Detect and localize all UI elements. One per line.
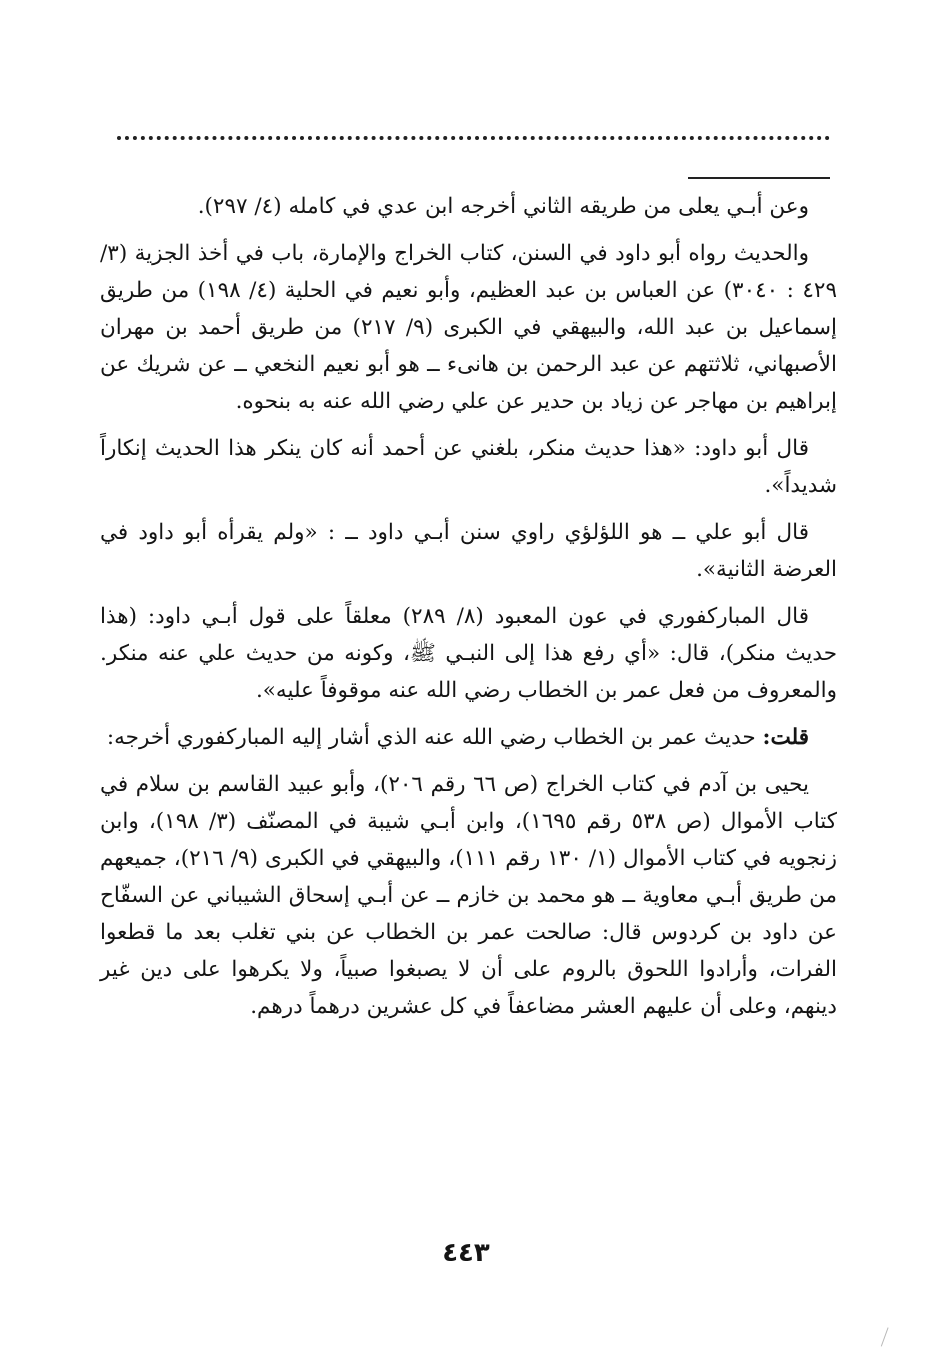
qult-text: حديث عمر بن الخطاب رضي الله عنه الذي أشار إليه المباركفوري أخرجه: — [106, 725, 763, 750]
paragraph-abu-dawud-riwaya: والحديث رواه أبو داود في السنن، كتاب الخراج والإمارة، باب في أخذ الجزية (٣/ ٤٢٩ : ٣٠٤٠) عن العباس بن عبد العظيم، وأبو نعيم في الحلية (٤/ ١٩٨) من طريق إسماعيل بن عبد الله، والبيهقي في الكبرى (٩/ ٢١٧) من طريق أحمد بن مهران الأصبهاني، ثلاثتهم عن عبد الرحمن بن هانىء ــ هو أبو نعيم النخعي ــ عن شريك عن إبراهيم بن مهاجر عن زياد بن حدير عن علي رضي الله عنه به بنحوه. — [100, 241, 838, 414]
paragraph-mubarakfuri: قال المباركفوري في عون المعبود (٨/ ٢٨٩) معلقاً على قول أبـي داود: (هذا حديث منكر)، قال: «أي رفع هذا إلى النبـي ﷺ، وكونه من حديث علي عنه منكر. والمعروف من فعل عمر بن الخطاب رضي الله عنه موقوفاً عليه». — [100, 604, 837, 703]
page-number: ٤٤٣ — [442, 1238, 490, 1268]
scan-corner-mark — [881, 1327, 894, 1348]
paragraph-ibn-adi: وعن أبـي يعلى من طريقه الثاني أخرجه ابن عدي في كامله (٤/ ٢٩٧). — [197, 194, 809, 219]
paragraph-takhrij: يحيى بن آدم في كتاب الخراج (ص ٦٦ رقم ٢٠٦)، وأبو عبيد القاسم بن سلام في كتاب الأموال (ص ٥٣٨ رقم ١٦٩٥)، وابن أبـي شيبة في المصنّف (٣/ ١٩٨)، وابن زنجويه في كتاب الأموال (١/ ١٣٠ رقم ١١١)، والبيهقي في الكبرى (٩/ ٢١٦)، جميعهم من طريق أبـي معاوية ــ هو محمد بن خازم ــ عن أبـي إسحاق الشيباني عن السفّاح عن داود بن كردوس قال: صالحت عمر بن الخطاب عن بني تغلب بعد ما قطعوا الفرات، وأرادوا اللحوق بالروم على أن لا يصبغوا صبياً، ولا يكرهوا على دين غير دينهم، وعلى أن عليهم العشر مضاعفاً في كل عشرين درهماً درهم. — [100, 772, 838, 1019]
footnote-rule — [688, 177, 830, 179]
paragraph-qult — [100, 719, 837, 756]
qult-label: قلت: — [762, 725, 809, 750]
page-body — [100, 188, 837, 1035]
paragraph-abu-dawud-qawl: قال أبو داود: «هذا حديث منكر، بلغني عن أحمد أنه كان ينكر هذا الحديث إنكاراً شديداً». — [100, 436, 837, 498]
paragraph-abu-ali: قال أبو علي ــ هو اللؤلؤي راوي سنن أبـي داود ــ : «ولم يقرأه أبو داود في العرضة الثانية». — [100, 520, 837, 582]
dotted-separator — [117, 136, 830, 144]
